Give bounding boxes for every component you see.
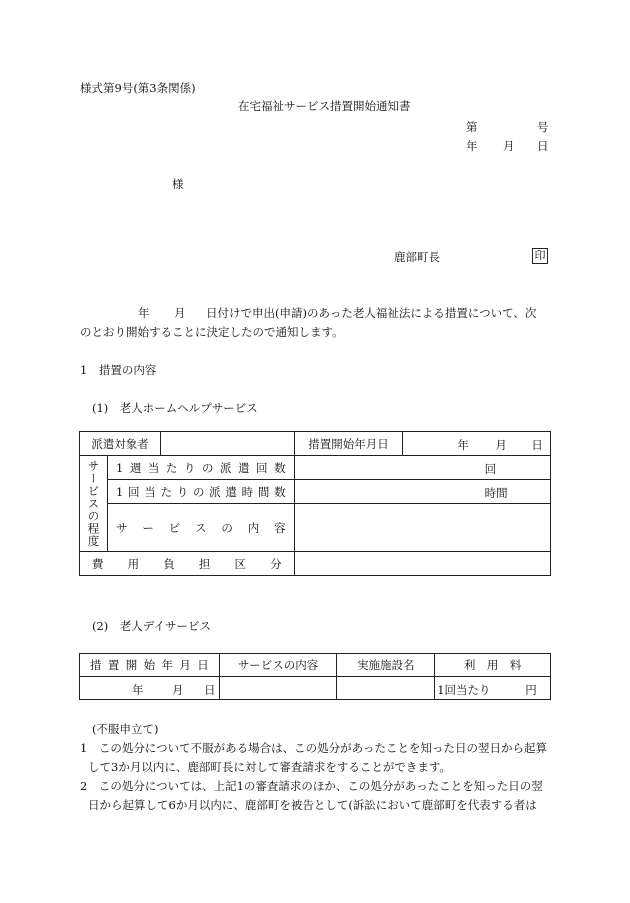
per-visit-label: 1回当たり [437, 683, 491, 697]
dispatch-target-row [80, 432, 295, 456]
document-title: 在宅福祉サービス措置開始通知書 [238, 99, 411, 113]
date-day: 日 [537, 139, 549, 153]
seal-mark [532, 248, 548, 264]
start-day: 日 [531, 438, 543, 452]
start-month: 月 [495, 438, 507, 452]
weekly-visits-value [294, 456, 550, 480]
service-content-label [107, 504, 294, 552]
row-month: 月 [172, 683, 184, 697]
col-fee: 利 用 料 [435, 654, 551, 677]
appeal-item-1-line-1: 1 この処分について不服がある場合は、この処分があったことを知った日の翌日から起算 [80, 741, 547, 755]
row-year: 年 [132, 683, 144, 697]
cost-share-text: 費用負担区分 [92, 556, 282, 571]
addressee-suffix: 様 [172, 177, 184, 191]
subsection-heading-1: (1) 老人ホームヘルプサービス [92, 401, 258, 415]
yen-label: 円 [525, 683, 537, 697]
service-content-value-2 [219, 677, 337, 700]
dispatch-target-value [161, 432, 294, 455]
home-help-table [79, 431, 551, 576]
paragraph-line-1: 日付けで申出(申請)のあった老人福祉法による措置について、次 [206, 306, 537, 320]
hours-unit: 時間 [484, 486, 508, 500]
day-service-table [79, 653, 551, 700]
issuer-name: 鹿部町長 [394, 250, 440, 264]
form-number: 様式第9号(第3条関係) [80, 81, 196, 95]
appeal-item-2-line-2: 日から起算して6か月以内に、鹿部町を被告として(訴訟において鹿部町を代表する者は [88, 798, 537, 812]
weekly-visits-text: 1週当たりの派遣回数 [115, 460, 286, 475]
date-year: 年 [466, 139, 478, 153]
start-year: 年 [457, 438, 469, 452]
paragraph-line-2: のとおり開始することに決定したので通知します。 [80, 325, 344, 339]
appeal-heading: (不服申立て) [92, 722, 159, 736]
cost-share-label [80, 552, 295, 576]
para-year: 年 [138, 306, 150, 320]
start-date-value [403, 432, 551, 456]
fee-value [435, 677, 551, 700]
hours-per-visit-value [294, 480, 550, 504]
appeal-item-2-line-1: 2 この処分については、上記1の審査請求のほか、この処分があったことを知った日の翌 [80, 779, 543, 793]
col-start-date [80, 654, 220, 677]
hours-per-visit-text: 1回当たりの派遣時間数 [115, 484, 286, 499]
seal-box: 印 [532, 248, 548, 264]
date-month: 月 [503, 139, 515, 153]
col-facility: 実施施設名 [337, 654, 435, 677]
appeal-item-1-line-2: して3か月以内に、鹿部町長に対して審査請求をすることができます。 [88, 760, 451, 774]
col-start-date-text: 措置開始年月日 [90, 658, 209, 672]
service-level-label: サービスの程度 [86, 459, 101, 548]
start-date-value-2 [80, 677, 220, 700]
number-go: 号 [537, 120, 549, 134]
number-dai: 第 [466, 120, 478, 134]
service-content-value [294, 504, 550, 552]
hours-per-visit-label [107, 480, 294, 504]
row-day: 日 [204, 683, 216, 697]
cost-share-value [294, 552, 550, 576]
facility-value [337, 677, 435, 700]
subsection-heading-2: (2) 老人デイサービス [92, 619, 211, 633]
col-service-content: サービスの内容 [219, 654, 337, 677]
weekly-visits-label [107, 456, 294, 480]
service-level-cell [80, 456, 108, 552]
service-content-text: サービスの内容 [115, 520, 286, 535]
times-unit: 回 [484, 462, 497, 476]
para-month: 月 [174, 306, 186, 320]
start-date-label: 措置開始年月日 [294, 432, 403, 456]
dispatch-target-label: 派遣対象者 [80, 432, 161, 455]
section-heading-1: 1 措置の内容 [80, 363, 157, 377]
